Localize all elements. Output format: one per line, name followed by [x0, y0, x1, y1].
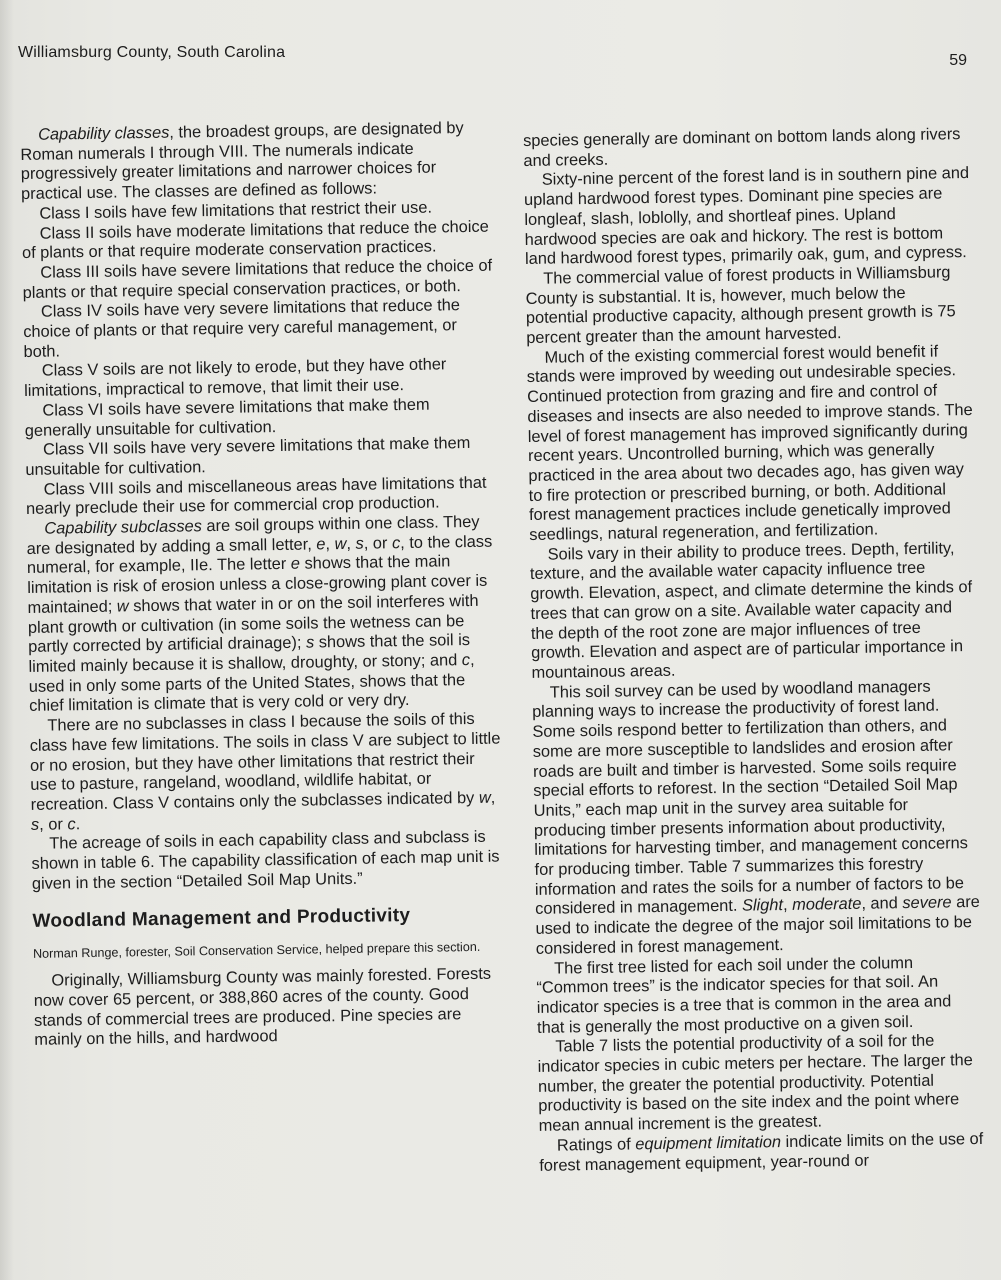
capability-subclasses-paragraph: Capability subclasses are soil groups within one class. They are designated by adding a small letter, e, w, s, or c, to the class numeral, for example, IIe. The letter e shows that the main limitation is risk of erosion unless a close-growing plant cover is maintained; w shows that water in or on the soil interferes with plant growth or cultivation (in some soils the wetness can be partly corrected by artificial drainage); s shows that the soil is limited mainly because it is shallow, droughty, or stony; and c, used in only some parts of the United States, shows that the chief limitation is climate that is very cold or very dry. [26, 512, 493, 716]
originally-paragraph: Originally, Williamsburg County was mainly forested. Forests now cover 65 percent, or 388,860 acres of the county. Good stands of commercial trees are produced. Pine species are mainly on the hills, and hardwood [33, 964, 492, 1050]
section-heading-woodland: Woodland Management and Productivity [32, 905, 411, 933]
sixty-nine-percent-paragraph: Sixty-nine percent of the forest land is in southern pine and upland hardwood forest types. Dominant pine species are longleaf, slash, loblolly, and shortleaf pines. Upland hardwood species are oak and hickory. The rest is bottom land hardwood forest types, primarily oak, gum, and cypress. [523, 164, 970, 269]
soil-survey-paragraph: This soil survey can be used by woodland managers planning ways to increase the productivity of forest land. Some soils respond better to fertilization than others, and some are more susceptible to landslides and erosion after roads are built and timber is harvested. Some soils require special efforts to reforest. In the section “Detailed Soil Map Units,” each map unit in the survey area suitable for producing timber presents information about productivity, limitations for harvesting timber, and management concerns for producing timber. Table 7 summarizes this forestry information and rates the soils for a number of factors to be considered in management. Slight, moderate, and severe are used to indicate the degree of the major soil limitations to be considered in forest management. [531, 677, 980, 958]
class-4-paragraph: Class IV soils have very severe limitations that reduce the choice of plants or that require very careful management, or both. [23, 296, 461, 361]
commercial-value-paragraph: The commercial value of forest products in Williamsburg County is substantial. It is, however, much below the potential productive capacity, although present growth is 75 percent greater than the amount harvested. [525, 263, 956, 348]
running-header-title: Williamsburg County, South Carolina [18, 44, 286, 61]
table-7-paragraph: Table 7 lists the potential productivity of a soil for the indicator species in cubic meters per hectare. The larger the number, the greater the potential productivity. Potential productivity is based on the site index and the point where mean annual increment is the greatest. [537, 1031, 973, 1136]
class-1-paragraph: Class I soils have few limitations that restrict their use. [39, 198, 433, 223]
no-subclasses-paragraph: There are no subclasses in class I because the soils of this class have few limitations. The soils in class V are subject to little or no erosion, but they have other limitations that restrict their use to pasture, rangeland, woodland, wildlife habitat, or recreation. Class V contains only the subclasses indicated by w, s, or c. [29, 710, 501, 834]
forest-improvement-paragraph: Much of the existing commercial forest would benefit if stands were improved by weeding out undesirable species. Continued protection from grazing and fire and control of diseases and insects are also needed to improve stands. The level of forest management has improved significantly during recent years. Uncontrolled burning, which was generally practiced in the area about two decades ago, has given way to fire protection or prescribed burning, or both. Additional forest management practices include genetically improved seedlings, natural regeneration, and fertilization. [526, 342, 973, 545]
class-8-paragraph: Class VIII soils and miscellaneous areas have limitations that nearly preclude their use for commercial crop production. [25, 473, 487, 519]
term-capability-classes: Capability classes [37, 123, 170, 144]
class-6-paragraph: Class VI soils have severe limitations that make them generally unsuitable for cultivation. [24, 395, 430, 440]
first-tree-paragraph: The first tree listed for each soil under the column “Common trees” is the indicator species for that soil. An indicator species is a tree that is common in the area and that is generally the most productive on a given soil. [536, 953, 952, 1037]
soils-vary-paragraph: Soils vary in their ability to produce trees. Depth, fertility, texture, and the available water capacity influence tree growth. Elevation, aspect, and climate determine the kinds of trees that can grow on a site. Available water capacity and the depth of the root zone are major influences of tree growth. Elevation and aspect are of particular importance in mountainous areas. [529, 539, 973, 682]
capability-classes-paragraph: Capability classes, the broadest groups, are designated by Roman numerals I through VIII. The numerals indicate progressively greater limitations and narrower choices for practical use. The classes are defined as follows: [20, 119, 464, 204]
right-column [523, 125, 985, 1176]
class-5-paragraph: Class V soils are not likely to erode, but they have other limitations, impractical to remove, that limit their use. [24, 355, 447, 401]
class-3-paragraph: Class III soils have severe limitations that reduce the choice of plants or that require special conservation practices, or both. [22, 256, 493, 302]
class-2-paragraph: Class II soils have moderate limitations that reduce the choice of plants or that require moderate conservation practices. [21, 217, 489, 263]
ratings-paragraph: Ratings of equipment limitation indicate limits on the use of forest management equipment, year-round or [539, 1129, 984, 1175]
class-7-paragraph: Class VII soils have very severe limitations that make them unsuitable for cultivation. [25, 434, 471, 479]
acreage-paragraph: The acreage of soils in each capability class and subclass is shown in table 6. The capability classification of each map unit is given in the section “Detailed Soil Map Units.” [31, 828, 500, 893]
section-credit: Norman Runge, forester, Soil Conservation Service, helped prepare this section. [32, 939, 481, 962]
page-number: 59 [949, 52, 967, 69]
species-continuation-paragraph: species generally are dominant on bottom lands along rivers and creeks. [523, 125, 961, 170]
left-column [20, 119, 508, 1051]
